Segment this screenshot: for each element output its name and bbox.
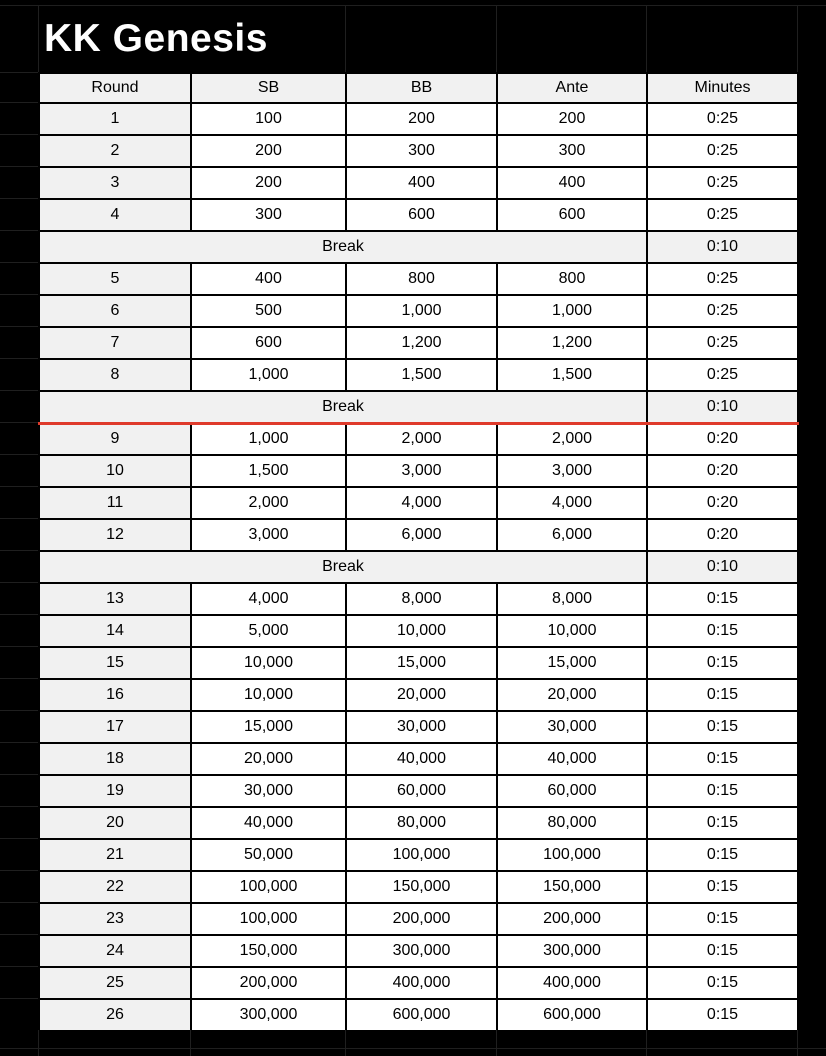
faint-gridline xyxy=(496,1030,497,1056)
level-row xyxy=(39,999,798,1031)
break-label: Break xyxy=(39,231,647,263)
sb-cell: 400 xyxy=(191,263,346,295)
tournament-title: KK Genesis xyxy=(44,17,268,60)
round-cell: 25 xyxy=(39,967,191,999)
level-row xyxy=(39,743,798,775)
level-row xyxy=(39,615,798,647)
ante-cell: 200,000 xyxy=(497,903,647,935)
header-sb: SB xyxy=(191,73,346,103)
bb-cell: 80,000 xyxy=(346,807,497,839)
round-cell: 20 xyxy=(39,807,191,839)
level-row xyxy=(39,455,798,487)
ante-cell: 20,000 xyxy=(497,679,647,711)
minutes-cell: 0:20 xyxy=(647,487,798,519)
break-minutes: 0:10 xyxy=(647,391,798,423)
round-cell: 3 xyxy=(39,167,191,199)
minutes-cell: 0:25 xyxy=(647,199,798,231)
bb-cell: 8,000 xyxy=(346,583,497,615)
minutes-cell: 0:15 xyxy=(647,871,798,903)
ante-cell: 600 xyxy=(497,199,647,231)
round-cell: 12 xyxy=(39,519,191,551)
minutes-cell: 0:25 xyxy=(647,263,798,295)
faint-gridline xyxy=(0,5,826,6)
faint-gridline xyxy=(496,5,497,72)
faint-gridline xyxy=(0,518,38,519)
header-bb: BB xyxy=(346,73,497,103)
break-minutes: 0:10 xyxy=(647,231,798,263)
minutes-cell: 0:15 xyxy=(647,711,798,743)
level-row xyxy=(39,839,798,871)
sb-cell: 4,000 xyxy=(191,583,346,615)
break-row xyxy=(39,391,798,423)
bb-cell: 15,000 xyxy=(346,647,497,679)
faint-gridline xyxy=(0,454,38,455)
bb-cell: 1,500 xyxy=(346,359,497,391)
faint-gridline xyxy=(38,5,39,72)
bb-cell: 600,000 xyxy=(346,999,497,1031)
sb-cell: 10,000 xyxy=(191,647,346,679)
header-minutes: Minutes xyxy=(647,73,798,103)
ante-cell: 8,000 xyxy=(497,583,647,615)
bb-cell: 100,000 xyxy=(346,839,497,871)
round-cell: 2 xyxy=(39,135,191,167)
bb-cell: 600 xyxy=(346,199,497,231)
header-ante: Ante xyxy=(497,73,647,103)
ante-cell: 100,000 xyxy=(497,839,647,871)
level-row xyxy=(39,647,798,679)
ante-cell: 1,200 xyxy=(497,327,647,359)
ante-cell: 60,000 xyxy=(497,775,647,807)
level-row xyxy=(39,295,798,327)
minutes-cell: 0:20 xyxy=(647,519,798,551)
ante-cell: 400,000 xyxy=(497,967,647,999)
sb-cell: 100,000 xyxy=(191,903,346,935)
ante-cell: 200 xyxy=(497,103,647,135)
sb-cell: 1,500 xyxy=(191,455,346,487)
minutes-cell: 0:15 xyxy=(647,903,798,935)
round-cell: 4 xyxy=(39,199,191,231)
bb-cell: 20,000 xyxy=(346,679,497,711)
faint-gridline xyxy=(0,486,38,487)
round-cell: 21 xyxy=(39,839,191,871)
level-row xyxy=(39,903,798,935)
sb-cell: 30,000 xyxy=(191,775,346,807)
sb-cell: 1,000 xyxy=(191,423,346,455)
bb-cell: 40,000 xyxy=(346,743,497,775)
faint-gridline xyxy=(0,1048,826,1049)
round-cell: 22 xyxy=(39,871,191,903)
break-label: Break xyxy=(39,551,647,583)
sb-cell: 100,000 xyxy=(191,871,346,903)
faint-gridline xyxy=(0,710,38,711)
faint-gridline xyxy=(0,198,38,199)
round-cell: 18 xyxy=(39,743,191,775)
minutes-cell: 0:15 xyxy=(647,999,798,1031)
level-row xyxy=(39,487,798,519)
level-row xyxy=(39,167,798,199)
sb-cell: 600 xyxy=(191,327,346,359)
minutes-cell: 0:15 xyxy=(647,615,798,647)
sb-cell: 150,000 xyxy=(191,935,346,967)
faint-gridline xyxy=(190,1030,191,1056)
level-row xyxy=(39,807,798,839)
ante-cell: 1,000 xyxy=(497,295,647,327)
round-cell: 9 xyxy=(39,423,191,455)
minutes-cell: 0:20 xyxy=(647,423,798,455)
level-row xyxy=(39,871,798,903)
minutes-cell: 0:25 xyxy=(647,103,798,135)
faint-gridline xyxy=(797,1030,798,1056)
level-row xyxy=(39,679,798,711)
faint-gridline xyxy=(0,390,38,391)
level-row xyxy=(39,135,798,167)
break-row xyxy=(39,231,798,263)
sb-cell: 20,000 xyxy=(191,743,346,775)
faint-gridline xyxy=(0,966,38,967)
faint-gridline xyxy=(0,422,38,423)
sb-cell: 3,000 xyxy=(191,519,346,551)
header-round: Round xyxy=(39,73,191,103)
bb-cell: 30,000 xyxy=(346,711,497,743)
sb-cell: 40,000 xyxy=(191,807,346,839)
faint-gridline xyxy=(0,774,38,775)
faint-gridline xyxy=(797,5,798,72)
ante-cell: 300 xyxy=(497,135,647,167)
faint-gridline xyxy=(0,294,38,295)
faint-gridline xyxy=(0,998,38,999)
sb-cell: 200 xyxy=(191,167,346,199)
faint-gridline xyxy=(0,870,38,871)
faint-gridline xyxy=(0,102,38,103)
ante-cell: 800 xyxy=(497,263,647,295)
round-cell: 14 xyxy=(39,615,191,647)
bb-cell: 300,000 xyxy=(346,935,497,967)
bb-cell: 60,000 xyxy=(346,775,497,807)
level-row xyxy=(39,423,798,455)
bb-cell: 200 xyxy=(346,103,497,135)
break-label: Break xyxy=(39,391,647,423)
level-row xyxy=(39,711,798,743)
round-cell: 7 xyxy=(39,327,191,359)
faint-gridline xyxy=(0,678,38,679)
level-row xyxy=(39,263,798,295)
ante-cell: 3,000 xyxy=(497,455,647,487)
round-cell: 15 xyxy=(39,647,191,679)
faint-gridline xyxy=(0,614,38,615)
bb-cell: 1,200 xyxy=(346,327,497,359)
minutes-cell: 0:25 xyxy=(647,135,798,167)
faint-gridline xyxy=(0,134,38,135)
level-row xyxy=(39,967,798,999)
faint-gridline xyxy=(0,166,38,167)
sb-cell: 5,000 xyxy=(191,615,346,647)
ante-cell: 80,000 xyxy=(497,807,647,839)
faint-gridline xyxy=(38,1030,39,1056)
sb-cell: 200,000 xyxy=(191,967,346,999)
bb-cell: 400,000 xyxy=(346,967,497,999)
bb-cell: 10,000 xyxy=(346,615,497,647)
minutes-cell: 0:20 xyxy=(647,455,798,487)
minutes-cell: 0:25 xyxy=(647,359,798,391)
round-cell: 6 xyxy=(39,295,191,327)
ante-cell: 40,000 xyxy=(497,743,647,775)
round-cell: 8 xyxy=(39,359,191,391)
faint-gridline xyxy=(345,1030,346,1056)
sb-cell: 1,000 xyxy=(191,359,346,391)
minutes-cell: 0:15 xyxy=(647,743,798,775)
level-row xyxy=(39,359,798,391)
faint-gridline xyxy=(0,838,38,839)
round-cell: 24 xyxy=(39,935,191,967)
bb-cell: 150,000 xyxy=(346,871,497,903)
sb-cell: 2,000 xyxy=(191,487,346,519)
header-row xyxy=(39,73,798,103)
round-cell: 23 xyxy=(39,903,191,935)
level-row xyxy=(39,935,798,967)
bb-cell: 200,000 xyxy=(346,903,497,935)
break-row xyxy=(39,551,798,583)
faint-gridline xyxy=(345,5,346,72)
ante-cell: 30,000 xyxy=(497,711,647,743)
faint-gridline xyxy=(0,806,38,807)
sb-cell: 10,000 xyxy=(191,679,346,711)
faint-gridline xyxy=(0,550,38,551)
sb-cell: 50,000 xyxy=(191,839,346,871)
bb-cell: 400 xyxy=(346,167,497,199)
faint-gridline xyxy=(0,230,38,231)
break-minutes: 0:10 xyxy=(647,551,798,583)
faint-gridline xyxy=(0,902,38,903)
faint-gridline xyxy=(0,646,38,647)
bb-cell: 2,000 xyxy=(346,423,497,455)
minutes-cell: 0:15 xyxy=(647,807,798,839)
level-row xyxy=(39,327,798,359)
minutes-cell: 0:15 xyxy=(647,583,798,615)
faint-gridline xyxy=(0,742,38,743)
sb-cell: 15,000 xyxy=(191,711,346,743)
sb-cell: 200 xyxy=(191,135,346,167)
faint-gridline xyxy=(0,72,38,73)
faint-gridline xyxy=(0,934,38,935)
ante-cell: 10,000 xyxy=(497,615,647,647)
sb-cell: 500 xyxy=(191,295,346,327)
minutes-cell: 0:25 xyxy=(647,327,798,359)
bb-cell: 3,000 xyxy=(346,455,497,487)
bb-cell: 6,000 xyxy=(346,519,497,551)
level-row xyxy=(39,583,798,615)
faint-gridline xyxy=(646,1030,647,1056)
ante-cell: 1,500 xyxy=(497,359,647,391)
minutes-cell: 0:15 xyxy=(647,967,798,999)
round-cell: 1 xyxy=(39,103,191,135)
ante-cell: 600,000 xyxy=(497,999,647,1031)
faint-gridline xyxy=(0,326,38,327)
round-cell: 19 xyxy=(39,775,191,807)
minutes-cell: 0:25 xyxy=(647,167,798,199)
minutes-cell: 0:15 xyxy=(647,839,798,871)
ante-cell: 6,000 xyxy=(497,519,647,551)
sb-cell: 300,000 xyxy=(191,999,346,1031)
round-cell: 10 xyxy=(39,455,191,487)
ante-cell: 2,000 xyxy=(497,423,647,455)
minutes-cell: 0:15 xyxy=(647,775,798,807)
round-cell: 5 xyxy=(39,263,191,295)
ante-cell: 15,000 xyxy=(497,647,647,679)
level-row xyxy=(39,199,798,231)
round-cell: 26 xyxy=(39,999,191,1031)
faint-gridline xyxy=(0,582,38,583)
bb-cell: 1,000 xyxy=(346,295,497,327)
faint-gridline xyxy=(0,358,38,359)
ante-cell: 300,000 xyxy=(497,935,647,967)
round-cell: 11 xyxy=(39,487,191,519)
minutes-cell: 0:15 xyxy=(647,935,798,967)
ante-cell: 4,000 xyxy=(497,487,647,519)
blind-structure-table xyxy=(38,72,799,1032)
faint-gridline xyxy=(0,262,38,263)
sb-cell: 300 xyxy=(191,199,346,231)
round-cell: 13 xyxy=(39,583,191,615)
bb-cell: 4,000 xyxy=(346,487,497,519)
bb-cell: 800 xyxy=(346,263,497,295)
level-row xyxy=(39,519,798,551)
ante-cell: 400 xyxy=(497,167,647,199)
sb-cell: 100 xyxy=(191,103,346,135)
round-cell: 17 xyxy=(39,711,191,743)
level-row xyxy=(39,775,798,807)
minutes-cell: 0:15 xyxy=(647,679,798,711)
level-row xyxy=(39,103,798,135)
faint-gridline xyxy=(646,5,647,72)
minutes-cell: 0:25 xyxy=(647,295,798,327)
ante-cell: 150,000 xyxy=(497,871,647,903)
bb-cell: 300 xyxy=(346,135,497,167)
minutes-cell: 0:15 xyxy=(647,647,798,679)
round-cell: 16 xyxy=(39,679,191,711)
